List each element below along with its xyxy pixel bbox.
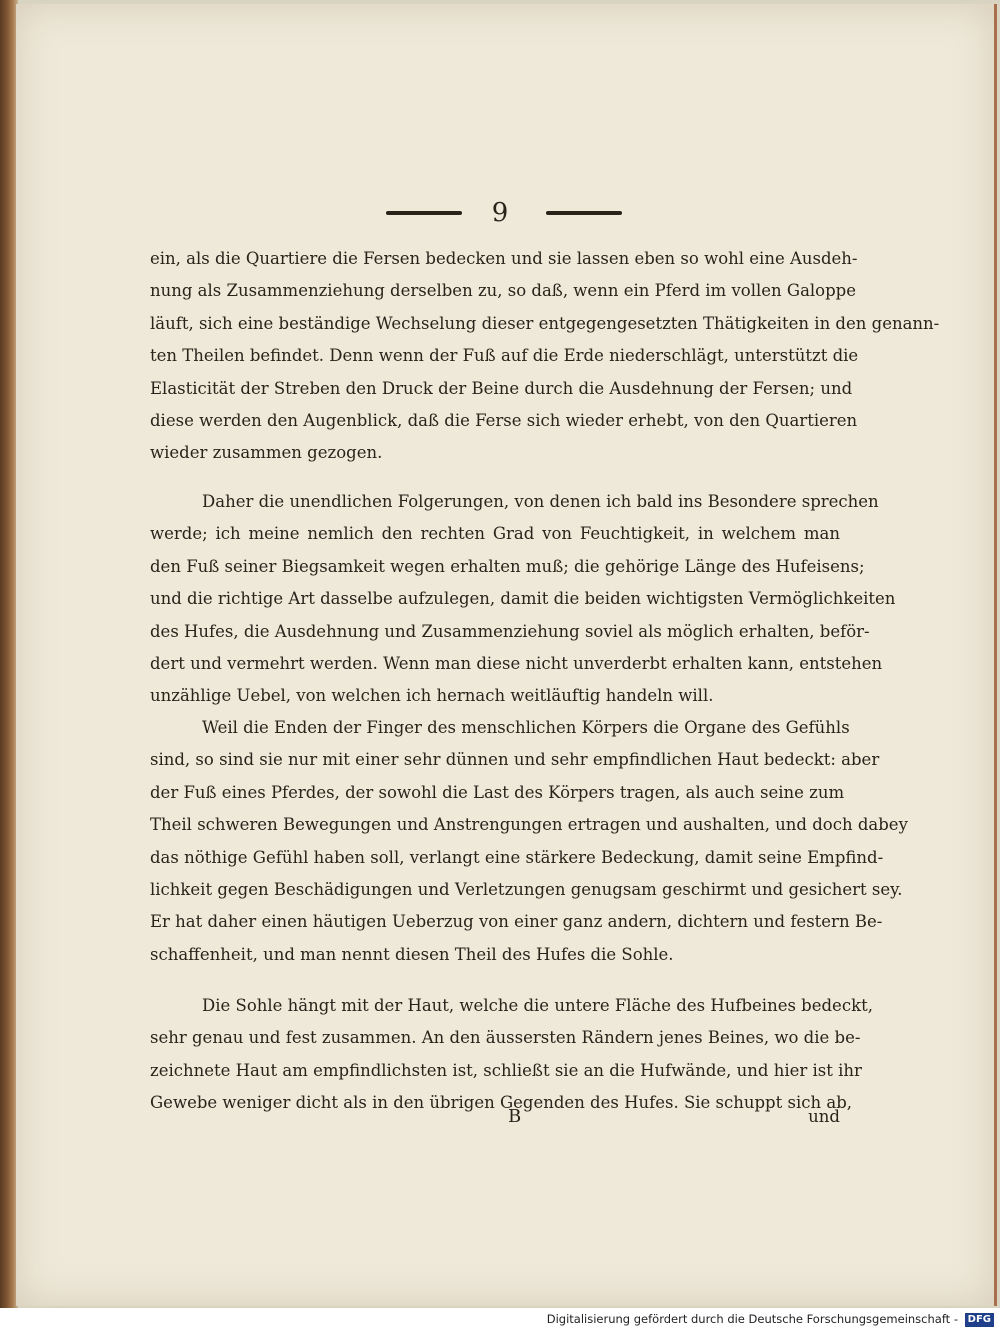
text-line: das nöthige Gefühl haben soll, verlangt eine stärkere Bedeckung, damit seine Empfind-: [150, 847, 884, 867]
text-line: lichkeit gegen Beschädigungen und Verletzungen genugsam geschirmt und gesichert sey.: [150, 880, 903, 899]
dfg-logo: DFG: [965, 1313, 994, 1327]
page-number: 9: [491, 198, 509, 228]
text-line: nung als Zusammenziehung derselben zu, so daß, wenn ein Pferd im vollen Galoppe: [150, 281, 857, 301]
text-line: unzählige Uebel, von welchen ich hernach weitläuftig handeln will.: [150, 686, 714, 706]
text-line: ten Theilen befindet. Denn wenn der Fuß auf die Erde niederschlägt, unterstützt die: [150, 346, 859, 366]
header-rule-left: [386, 211, 462, 215]
text-line: Er hat daher einen häutigen Ueberzug von einer ganz andern, dichtern und festern Be-: [150, 912, 883, 932]
text-line: diese werden den Augenblick, daß die Ferse sich wieder erhebt, von den Quartieren: [150, 411, 858, 430]
page-header: [150, 197, 840, 231]
signature-mark: B: [508, 1106, 522, 1127]
text-line: werde; ich meine nemlich den rechten Grad von Feuchtigkeit, in welchem man: [150, 524, 840, 544]
text-line: des Hufes, die Ausdehnung und Zusammenziehung soviel als möglich erhalten, beför-: [150, 621, 870, 641]
text-line: ein, als die Quartiere die Fersen bedecken und sie lassen eben so wohl eine Ausdeh-: [150, 249, 858, 268]
catchword: und: [808, 1107, 840, 1126]
credit-text: Digitalisierung gefördert durch die Deutsche Forschungsgemeinschaft -: [546, 1312, 958, 1326]
text-line: zeichnete Haut am empfindlichsten ist, schließt sie an die Hufwände, und hier ist ihr: [150, 1060, 862, 1080]
text-line: Gewebe weniger dicht als in den übrigen Gegenden des Hufes. Sie schuppt sich ab,: [150, 1093, 852, 1113]
text-line: sind, so sind sie nur mit einer sehr dünnen und sehr empfindlichen Haut bedeckt: aber: [150, 750, 880, 770]
page-footer: [150, 1101, 840, 1133]
text-line: der Fuß eines Pferdes, der sowohl die Last des Körpers tragen, als auch seine zum: [150, 782, 845, 802]
text-line: Weil die Enden der Finger des menschlichen Körpers die Organe des Gefühls: [202, 718, 850, 737]
text-line: dert und vermehrt werden. Wenn man diese nicht unverderbt erhalten kann, entstehen: [150, 654, 883, 673]
digitization-credit: [0, 1308, 1000, 1330]
text-line: schaffenheit, und man nennt diesen Theil des Hufes die Sohle.: [150, 944, 674, 964]
text-line: Elasticität der Streben den Druck der Beine durch die Ausdehnung der Fersen; und: [150, 378, 853, 398]
text-line: den Fuß seiner Biegsamkeit wegen erhalten muß; die gehörige Länge des Hufeisens;: [150, 556, 865, 576]
text-line: sehr genau und fest zusammen. An den äussersten Rändern jenes Beines, wo die be-: [150, 1028, 861, 1048]
book-page: [16, 4, 997, 1306]
text-line: und die richtige Art dasselbe aufzulegen, damit die beiden wichtigsten Vermöglichkeiten: [150, 589, 896, 609]
text-line: Daher die unendlichen Folgerungen, von denen ich bald ins Besondere sprechen: [202, 492, 879, 511]
text-line: wieder zusammen gezogen.: [150, 443, 383, 463]
text-line: Die Sohle hängt mit der Haut, welche die untere Fläche des Hufbeines bedeckt,: [202, 996, 873, 1015]
text-line: Theil schweren Bewegungen und Anstrengungen ertragen und aushalten, und doch dabey: [150, 815, 908, 835]
header-rule-right: [546, 211, 622, 215]
text-line: läuft, sich eine beständige Wechselung dieser entgegengesetzten Thätigkeiten in den genann-: [150, 313, 940, 333]
